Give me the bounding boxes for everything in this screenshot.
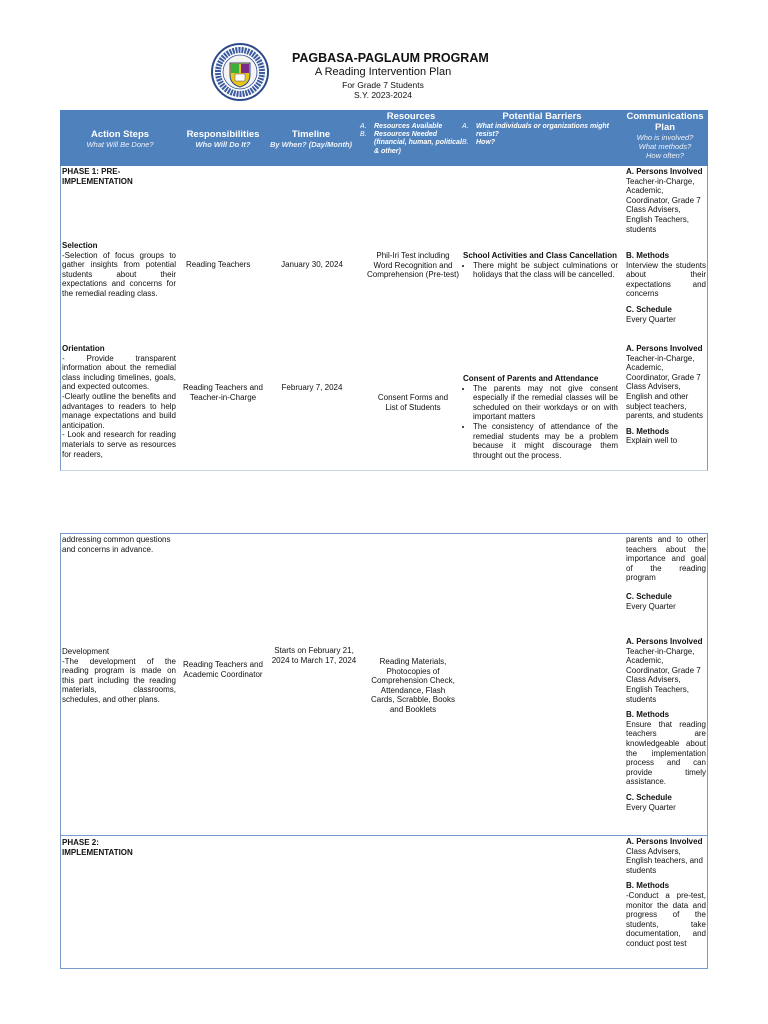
column-potential-barriers: Potential Barriers A. What individuals or organizations might resist? B. How? <box>462 111 610 147</box>
column-communications-plan: Communications Plan Who is involved? What methods? How often? <box>626 111 704 160</box>
orientation-resources: Consent Forms and List of Students <box>377 393 449 412</box>
document-subtitle: A Reading Intervention Plan <box>314 66 452 78</box>
selection-responsibility: Reading Teachers <box>186 260 251 269</box>
column-resources: Resources A. Resources Available B. Resources Needed (financial, human, political & other) <box>360 111 462 155</box>
development-comms: A. Persons Involved Teacher-in-Charge, Academic, Coordinator, Grade 7 Class Advisers, English Teachers, students B. Methods Ensure that reading teachers are knowledgeable about the implementation process and can provide timely assistance. C. Schedule Every Quarter <box>626 637 706 812</box>
grade-level: For Grade 7 Students <box>342 80 424 90</box>
development-responsibility: Reading Teachers and Academic Coordinator <box>183 660 263 679</box>
selection-resources: Phil-Iri Test including Word Recognition and Comprehension (Pre-test) <box>366 251 460 280</box>
orientation-responsibility: Reading Teachers and Teacher-in-Charge <box>183 383 263 402</box>
table-page-2 <box>60 533 708 969</box>
table-header <box>60 110 708 166</box>
selection-comms: B. Methods Interview the students about their expectations and concerns C. Schedule Every Quarter <box>626 251 706 324</box>
development-action: Development -The development of the reading program is made on this part including the reading materials, classrooms, schedules, and other plans. <box>62 647 176 704</box>
column-action-steps: Action Steps What Will Be Done? <box>86 129 154 149</box>
orientation-action: Orientation - Provide transparent information about the remedial class including timelines, goals, and expected outcomes. -Clearly outline the benefits and advantages to readers to help manage expectations and build anticipation. - Look and research for reading materials to serve as resources for readers, <box>62 344 176 459</box>
orientation-comms-continued: parents and to other teachers about the importance and goal of the reading program C. Schedule Every Quarter <box>626 535 706 611</box>
school-year: S.Y. 2023-2024 <box>354 90 412 100</box>
selection-action: Selection -Selection of focus groups to gather insights from potential students about their expectations and concerns for the remedial reading class. <box>62 241 176 298</box>
column-timeline: Timeline By When? (Day/Month) <box>269 129 353 149</box>
column-responsibilities: Responsibilities Who Will Do It? <box>186 129 260 149</box>
document-title: PAGBASA-PAGLAUM PROGRAM <box>292 51 489 65</box>
selection-barriers: School Activities and Class Cancellation • There might be subject culminations or holidays that the class will be cancelled. <box>463 251 618 280</box>
orientation-action-continued: addressing common questions and concerns in advance. <box>62 535 171 554</box>
development-resources: Reading Materials, Photocopies of Comprehension Check, Attendance, Flash Cards, Scrabble, Books and Booklets <box>370 657 456 714</box>
phase-1-comms: A. Persons Involved Teacher-in-Charge, Academic, Coordinator, Grade 7 Class Advisers, English Teachers, students <box>626 167 703 234</box>
row-divider <box>60 835 708 836</box>
development-timeline: Starts on February 21, 2024 to March 17, 2024 <box>271 646 357 665</box>
university-seal <box>211 43 269 101</box>
orientation-timeline: February 7, 2024 <box>281 383 343 392</box>
phase-2-title: PHASE 2: IMPLEMENTATION <box>62 838 133 857</box>
phase-2-comms: A. Persons Involved Class Advisers, English teachers, and students B. Methods -Conduct a pre-test, monitor the data and progress of the students, take documentation, and conduct post test <box>626 837 706 948</box>
selection-timeline: January 30, 2024 <box>281 260 343 269</box>
orientation-comms: A. Persons Involved Teacher-in-Charge, Academic, Coordinator, Grade 7 Class Advisers, English and other subject teachers, parents, and students B. Methods Explain well to <box>626 344 703 446</box>
orientation-barriers: Consent of Parents and Attendance • The parents may not give consent especially if the remedial classes will be scheduled on their workdays or on with important matters • The consistency of attendance of the remedial students may be a problem because it might discourage them throught out the process. <box>463 374 618 460</box>
phase-1-title: PHASE 1: PRE-IMPLEMENTATION <box>62 167 133 186</box>
